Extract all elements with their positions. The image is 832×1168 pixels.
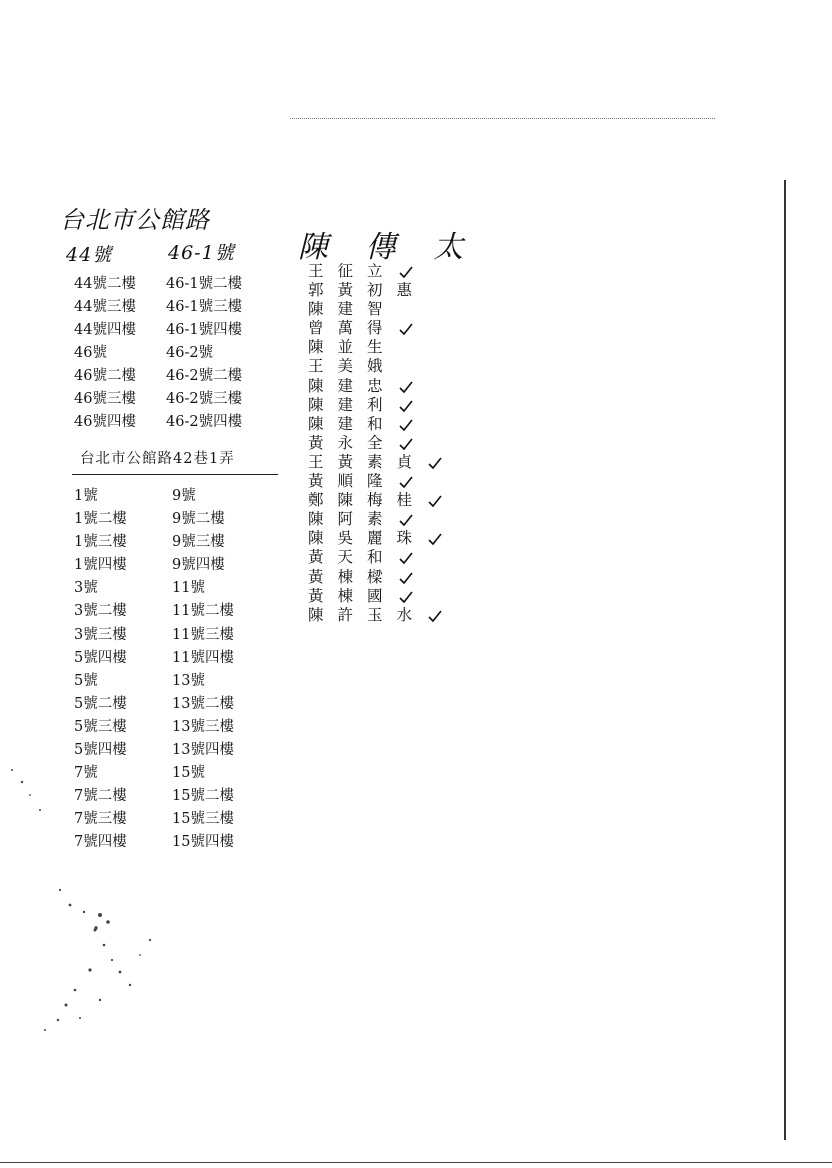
name-item: 曾萬得 (308, 319, 442, 338)
list-item: 46號 (74, 345, 107, 361)
list-item: 11號四樓 (172, 649, 234, 666)
list-item: 9號三樓 (172, 534, 225, 551)
name-item: 陳建忠 (308, 377, 442, 396)
list-item: 9號二樓 (172, 511, 225, 528)
list-item: 7號二樓 (74, 788, 127, 805)
list-item: 13號二樓 (172, 695, 234, 712)
list-item: 15號 (172, 765, 205, 782)
check-mark-icon (399, 437, 413, 451)
list-item: 7號四樓 (74, 834, 127, 851)
check-mark-icon (428, 532, 442, 546)
list-item: 3號二樓 (74, 603, 127, 620)
column-number-44: 44號 (66, 244, 113, 266)
list-item: 46-1號二樓 (166, 276, 243, 292)
check-mark-icon (428, 456, 442, 470)
owner-heading: 陳 傳 太 (298, 230, 478, 265)
address-column-46-1 (166, 273, 242, 434)
list-item: 46-1號三樓 (166, 299, 243, 315)
name-item: 王美娥 (308, 357, 397, 376)
name-item: 陳建利 (308, 396, 442, 415)
check-mark-icon (399, 475, 413, 489)
list-item: 3號三樓 (74, 626, 127, 643)
check-mark-icon (399, 551, 413, 565)
list-item: 46號二樓 (74, 368, 136, 384)
name-item: 郭黃初惠 (308, 281, 427, 300)
list-item: 11號三樓 (172, 626, 234, 643)
list-item: 46-2號 (166, 345, 214, 361)
list-item: 15號三樓 (172, 811, 234, 828)
address-column-44 (74, 273, 136, 434)
check-mark-icon (399, 513, 413, 527)
check-mark-icon (399, 590, 413, 604)
name-item: 王黃素貞 (308, 453, 442, 472)
name-item: 黃棟樑 (308, 568, 442, 587)
list-item: 1號 (74, 488, 98, 504)
list-item: 11號二樓 (172, 603, 234, 620)
list-item: 46-1號四樓 (166, 322, 243, 338)
road-heading: 台北市公館路 (60, 206, 210, 234)
list-item: 5號四樓 (74, 649, 127, 666)
top-dotted-rule (290, 118, 715, 119)
name-item: 黃順隆 (308, 472, 442, 491)
list-item: 9號四樓 (172, 557, 225, 574)
scan-noise-left (0, 700, 180, 1100)
bottom-margin-rule (0, 1162, 832, 1163)
list-item: 1號四樓 (74, 557, 127, 574)
name-item: 陳許玉水 (308, 606, 442, 625)
check-mark-icon (399, 571, 413, 585)
list-item: 3號 (74, 580, 98, 597)
list-item: 13號三樓 (172, 718, 234, 735)
list-item: 46-2號二樓 (166, 368, 243, 384)
list-item: 1號二樓 (74, 511, 127, 528)
column-number-46-1: 46-1號 (168, 242, 235, 264)
list-item: 44號四樓 (74, 322, 136, 338)
name-item: 陳阿素 (308, 510, 442, 529)
list-item: 7號 (74, 765, 98, 782)
name-item: 黃天和 (308, 548, 442, 567)
right-margin-rule (784, 180, 786, 1140)
list-item: 5號四樓 (74, 742, 127, 759)
name-item: 陳吳麗珠 (308, 529, 442, 548)
name-item: 黃棟國 (308, 587, 442, 606)
list-item: 13號 (172, 672, 205, 689)
list-item: 9號 (172, 488, 196, 504)
list-item: 15號二樓 (172, 788, 234, 805)
list-item: 44號三樓 (74, 299, 136, 315)
list-item: 13號四樓 (172, 742, 234, 759)
list-item: 1號三樓 (74, 534, 127, 551)
list-item: 46號四樓 (74, 414, 136, 430)
list-item: 7號三樓 (74, 811, 127, 828)
list-item: 46-2號三樓 (166, 391, 243, 407)
name-item: 陳並生 (308, 338, 397, 357)
list-item: 15號四樓 (172, 834, 234, 851)
name-item: 王征立 (308, 262, 442, 281)
check-mark-icon (399, 380, 413, 394)
check-mark-icon (428, 609, 442, 623)
list-item: 46號三樓 (74, 391, 136, 407)
list-item: 44號二樓 (74, 276, 136, 292)
name-item: 黃永全 (308, 434, 442, 453)
name-item: 鄭陳梅桂 (308, 491, 442, 510)
list-item: 5號 (74, 672, 98, 689)
list-item: 5號三樓 (74, 718, 127, 735)
name-item: 陳建和 (308, 415, 442, 434)
lane-column-right (172, 485, 234, 855)
check-mark-icon (399, 399, 413, 413)
check-mark-icon (399, 418, 413, 432)
lane-underline (72, 474, 278, 475)
check-mark-icon (399, 322, 413, 336)
list-item: 11號 (172, 580, 205, 597)
list-item: 46-2號四樓 (166, 414, 243, 430)
lane-heading: 台北市公館路42巷1弄 (80, 451, 235, 467)
name-list (308, 262, 442, 625)
check-mark-icon (428, 494, 442, 508)
name-item: 陳建智 (308, 300, 397, 319)
check-mark-icon (399, 265, 413, 279)
list-item: 5號二樓 (74, 695, 127, 712)
